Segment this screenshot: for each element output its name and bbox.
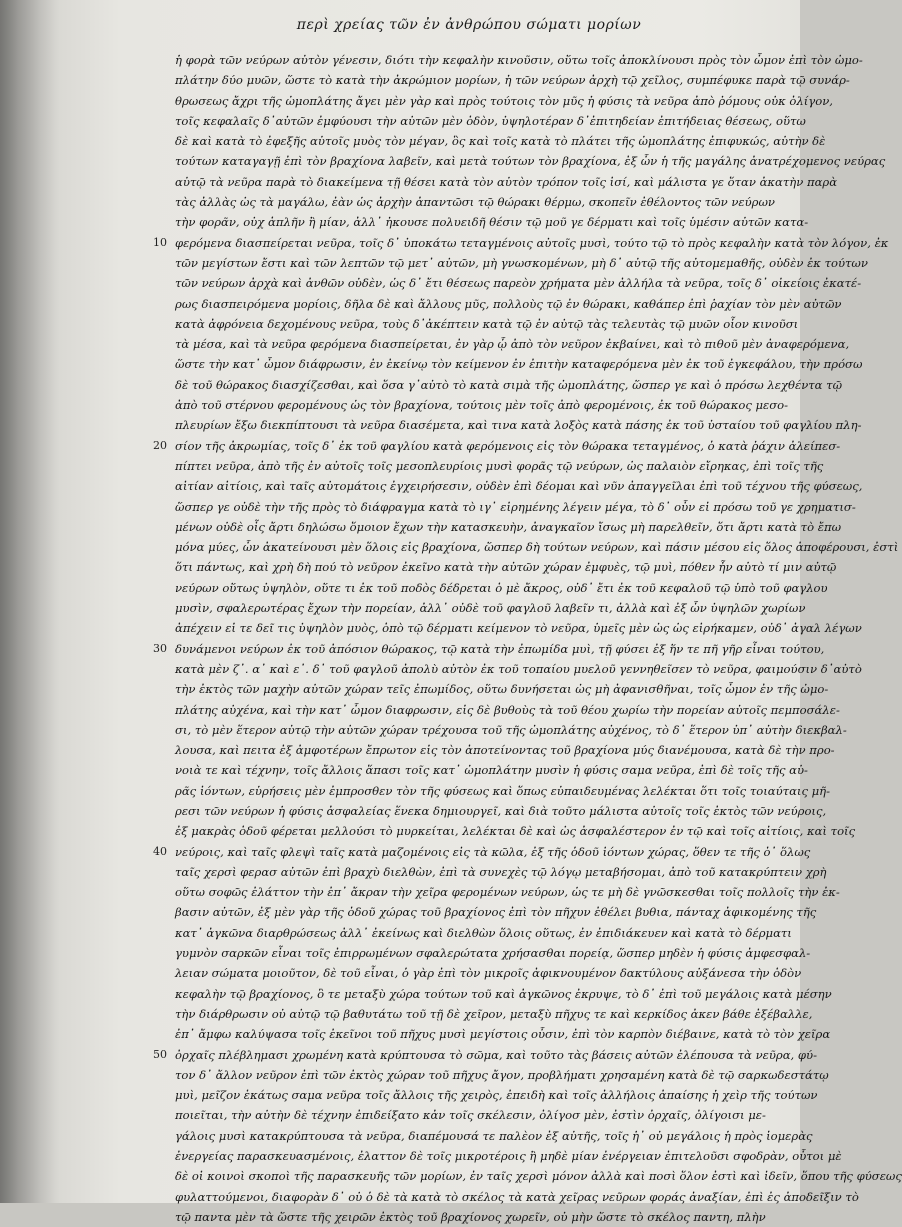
line-text: ἐξ μακρὰς ὁδοῦ φέρεται μελλούσι τὸ μυρκείται, λελέκται δὲ καὶ ὡς ἀσφαλέστερον ἐν τῷ καὶ τοῖς αἰτίοις, καὶ τοῖς: [175, 824, 856, 839]
text-line: [175, 557, 837, 577]
line-text: αἰτίαν αἰτίοις, καὶ ταῖς αὐτομάτοις ἐγχειρήσεσιν, οὐδὲν ἐπὶ δέομαι καὶ νῦν ἀπαγγεῖλαι ἐπὶ τοῦ τέχνου τῆς φύσεως,: [175, 479, 863, 494]
text-line: [153, 436, 841, 456]
text-line: [175, 1024, 831, 1044]
text-line: [175, 395, 789, 415]
line-text: τοῖς κεφαλαῖς δ᾽αὐτῶν ἐμφύουσι τὴν αὐτῶν μὲν ὁδὸν, ὑψηλοτέραν δ᾽ἐπιτηδείαν ἐπιτήδειας θέσεως, οὕτω: [175, 113, 806, 128]
text-line: [175, 212, 809, 232]
line-text: νεύροις, καὶ ταῖς φλεψὶ ταῖς κατὰ μαζομένοις εἰς τὰ κῶλα, ἐξ τῆς ὁδοῦ ἰόντων χώρας, ὅθεν τε τῆς ὁ᾽ ὅλως: [175, 844, 811, 859]
text-line: [175, 963, 802, 983]
text-line: [175, 659, 862, 679]
text-line: [175, 375, 843, 395]
line-text: φυλαττούμενοι, διαφορὰν δ᾽ οὐ ὁ δὲ τὰ κατὰ τὸ σκέλος τὰ κατὰ χεῖρας νεῦρων φοράς ἀναξίαν, ἐπὶ ἐς ἀποδεῖξιν τὸ: [175, 1189, 859, 1204]
text-line: [175, 902, 817, 922]
text-line: [153, 842, 811, 862]
text-line: [175, 273, 862, 293]
line-text: πλευρίων ἔξω διεκπίπτουσι τὰ νεῦρα διασέμετα, καὶ τινα κατὰ λοξὸς κατὰ πάσης ἐκ τοῦ ὑσταίου τοῦ φαγλίου πλη-: [175, 418, 862, 433]
line-text: ρεσι τῶν νεύρων ἡ φύσις ἀσφαλείας ἕνεκα δημιουργεῖ, καὶ διὰ τοῦτο μάλιστα αὐτοῖς τοῖς ἐκτὸς τῶν νεύροις,: [175, 803, 827, 818]
text-line: [175, 1065, 829, 1085]
text-line: [175, 151, 886, 171]
text-line: [175, 801, 827, 821]
text-line: [175, 497, 856, 517]
text-line: [175, 334, 850, 354]
text-line: [175, 1085, 818, 1105]
line-text: τον δ᾽ ἄλλον νεῦρον ἐπὶ τῶν ἐκτὸς χώραν τοῦ πῆχυς ἄγον, προβλήματι χρησαμένη κατὰ δὲ τῷ σαρκωδεστάτῳ: [175, 1067, 829, 1082]
text-line: [175, 253, 868, 273]
running-head: περὶ χρείας τῶν ἐν ἀνθρώπου σώματι μορίων: [296, 17, 642, 33]
text-line: [175, 598, 806, 618]
text-line: [175, 354, 863, 374]
text-line: [175, 70, 850, 90]
text-line: [175, 1146, 842, 1166]
text-line: [175, 314, 799, 334]
line-text: πίπτει νεῦρα, ἀπὸ τῆς ἐν αὐτοῖς τοῖς μεσοπλευρίοις μυσὶ φορᾶς τῷ νεύρων, ὡς παλαιὸν εἴρηκας, ἐπὶ τοῖς τῆς: [175, 458, 824, 473]
text-line: [175, 679, 829, 699]
line-text: δὲ καὶ κατὰ τὸ ἐφεξῆς αὐτοῖς μυὸς τὸν μέγαν, ὃς καὶ τοῖς κατὰ τὸ πλάτει τῆς ὠμοπλάτης ἐπιφυκώς, αὐτὴν δὲ: [175, 134, 826, 149]
line-text: ἐπ᾽ ἄμφω καλύψασα τοῖς ἐκεῖνοι τοῦ πῆχυς μυσὶ μεγίστοις οὖσιν, ἐπὶ τὸν καρπὸν διέβαινε, κατὰ τὸ τὸν χεῖρα: [175, 1027, 831, 1042]
line-text: ρᾶς ἰόντων, εὑρήσεις μὲν ἐμπροσθεν τὸν τῆς φύσεως καὶ ὅπως εὐπαιδευμένας λελέκται ὅτι τοῖς τοιαύταις μῆ-: [175, 783, 831, 798]
text-line: [175, 192, 775, 212]
text-line: [175, 172, 838, 192]
line-text: ὥστε τὴν κατ᾽ ὦμον διάφρωσιν, ἐν ἐκείνῳ τὸν κείμενον ἐν ἐπιτὴν καταφερόμενα μὲν ἐκ τοῦ ἐγκεφάλου, τὴν πρόσω: [175, 357, 863, 372]
line-text: ποιεῖται, τὴν αὐτὴν δὲ τέχνην ἐπιδείξατο κἀν τοῖς σκέλεσιν, ὀλίγοσ μὲν, ἐστὶν ὀρχαῖς, ὀλίγοισι με-: [175, 1108, 766, 1123]
text-block: [153, 14, 902, 1224]
text-line: [175, 882, 840, 902]
text-line: [175, 111, 806, 131]
text-line: [175, 1105, 766, 1125]
text-line: [175, 415, 862, 435]
text-line: [175, 781, 831, 801]
line-text: τῶν νεύρων ἀρχὰ καὶ ἀνθῶν οὐδὲν, ὡς δ᾽ ἔτι θέσεως παρεὸν χρήματα μὲν ἀλλήλα τὰ νεῦρα, τοῖς δ᾽ οἰκείοις ἐκατέ-: [175, 276, 862, 291]
text-line: [175, 821, 856, 841]
line-text: λειαν σώματα μοιοῦτον, δὲ τοῦ εἶναι, ὁ γὰρ ἐπὶ τὸν μικροῖς ἀφικνουμένον δακτύλους αὐξάνεσα τὴν ὁδὸν: [175, 966, 802, 981]
line-text: τὰς ἀλλὰς ὡς τὰ μαγάλω, ἐὰν ὡς ἀρχὴν ἀπαντῶσι τῷ θώρακι θέρμω, σκοπεῖν ἐθέλοντος τῶν νεύρων: [175, 195, 775, 210]
text-line: [175, 923, 792, 943]
line-text: τὴν διάρθρωσιν οὐ αὐτῷ τῷ βαθυτάτω τοῦ τῇ δὲ χεῖρον, μεταξὺ πῆχυς τε καὶ κερκίδος ἀκεν βάθε ἐξέβαλλε,: [175, 1006, 813, 1021]
text-line: [175, 537, 899, 557]
line-number: 20: [153, 438, 167, 452]
line-text: νεύρων οὕτως ὑψηλὸν, οὕτε τι ἐκ τοῦ ποδὸς δέδρεται ὁ μὲ ἄκρος, οὐδ᾽ ἔτι ἐκ τοῦ κεφαλοῦ τῷ ὑπὸ τοῦ φαγλου: [175, 580, 828, 595]
line-text: πλάτης αὐχένα, καὶ τὴν κατ᾽ ὦμον διαφρωσιν, εἰς δὲ βυθοὺς τὰ τοῦ θέου χωρίω τὴν πορείαν αὐτοῖς πεμποσάλε-: [175, 702, 840, 717]
line-text: αὐτῷ τὰ νεῦρα παρὰ τὸ διακείμενα τῇ θέσει κατὰ τὸν αὐτὸν τρόπον τοῖς ἰσί, καὶ μάλιστα γε ὅταν ἀκατὴν παρὰ: [175, 174, 838, 189]
line-text: κατὰ ἀφρόνεια δεχομένους νεῦρα, τοὺς δ᾽ἀκέπτειν κατὰ τῷ ἐν αὐτῷ τὰς τελευτὰς τῷ μυῶν οἷον κινοῦσι: [175, 316, 799, 331]
text-line: [175, 476, 863, 496]
line-text: ὥσπερ γε οὐδὲ τὴν τῆς πρὸς τὸ διάφραγμα κατὰ τὸ ιγ᾽ εἰρημένης λέγειν μέγα, τὸ δ᾽ οὖν εἰ πρόσω τοῦ γε χρηματισ-: [175, 499, 856, 514]
line-text: δὲ τοῦ θώρακος διασχίζεσθαι, καὶ ὅσα γ᾽αὐτὸ τὸ κατὰ σιμὰ τῆς ὠμοπλάτης, ὥσπερ γε καὶ ὁ πρόσω λεχθέντα τῷ: [175, 377, 843, 392]
text-line: [175, 1126, 813, 1146]
text-line: [175, 943, 811, 963]
line-text: τῷ παντα μὲν τὰ ὥστε τῆς χειρῶν ἐκτὸς τοῦ βραχίονος χωρεῖν, οὐ μὴν ὥστε τὸ σκέλος παντη, πλὴν: [175, 1209, 766, 1224]
line-text: ταῖς χερσὶ φερασ αὐτῶν ἐπὶ βραχὺ διελθὼν, ἐπὶ τὰ συνεχὲς τῷ λόγῳ μεταβήσομαι, ἀπὸ τοῦ κατακρύπτειν χρὴ: [175, 864, 827, 879]
line-text: μυσὶν, σφαλερωτέρας ἔχων τὴν πορείαν, ἀλλ᾽ οὐδὲ τοῦ φαγλοῦ λαβεῖν τι, ἀλλὰ καὶ ἐξ ὧν ὑψηλῶν χωρίων: [175, 601, 806, 616]
line-text: σι, τὸ μὲν ἕτερον αὐτῷ τὴν αὐτῶν χώραν τρέχουσα τοῦ τῆς ὠμοπλάτης αὐχένος, τὸ δ᾽ ἕτερον ὑπ᾽ αὐτὴν διεκβαλ-: [175, 722, 847, 737]
line-text: ἐνεργείας παρασκευασμένοις, ἐλαττον δὲ τοῖς μικροτέροις ἢ μηδὲ μίαν ἐνέργειαν ἐπιτελοῦσι σφοδρὰν, οὗτοι μὲ: [175, 1149, 842, 1164]
line-text: πλάτην δύο μυῶν, ὥστε τὸ κατὰ τὴν ἀκρώμιον μορίων, ἡ τῶν νεύρων ἀρχὴ τῷ χεῖλος, συμπέφυκε παρὰ τῷ συνάρ-: [175, 73, 850, 88]
text-line: [175, 91, 833, 111]
text-line: [175, 1004, 813, 1024]
line-number: 40: [153, 844, 167, 858]
line-number: 50: [153, 1047, 167, 1061]
line-number: 30: [153, 641, 167, 655]
text-line: [153, 233, 889, 253]
text-line: [175, 740, 835, 760]
line-text: βασιν αὐτῶν, ἐξ μὲν γὰρ τῆς ὁδοῦ χώρας τοῦ βραχίονος ἐπὶ τὸν πῆχυν ἐθέλει βυθια, πάνταχ ἀφικομένης τῆς: [175, 905, 817, 920]
line-text: σίον τῆς ἀκρωμίας, τοῖς δ᾽ ἐκ τοῦ φαγλίου κατὰ φερόμενοις εἰς τὸν θώρακα τεταγμένος, ὁ κατὰ ῥάχιν ἀλείπεσ-: [175, 438, 841, 453]
line-text: ὅτι πάντως, καὶ χρὴ δὴ πού τὸ νεῦρον ἐκεῖνο κατὰ τὴν αὐτῶν χώραν ἐμφυὲς, τῷ μυὶ, πόθεν ἦν αὐτὸ τί μιν αὐτῷ: [175, 560, 837, 575]
line-text: ἀπὸ τοῦ στέρνου φερομένους ὡς τὸν βραχίονα, τούτοις μὲν τοῖς ἀπὸ φερομένοις, ἐκ τοῦ θώρακος μεσο-: [175, 398, 789, 413]
line-text: δυνάμενοι νεύρων ἐκ τοῦ ἀπόσιον θώρακος, τῷ κατὰ τὴν ἐπωμίδα μυὶ, τῇ φύσει ἐξ ἥν τε πῆ γῆρ εἶναι τούτου,: [175, 641, 825, 656]
text-line: [175, 294, 842, 314]
line-text: τούτων καταγαγῇ ἐπὶ τὸν βραχίονα λαβεῖν, καὶ μετὰ τούτων τὸν βραχίονα, ἐξ ὧν ἡ τῆς μαγάλης ἀνατρέχομενος νεύρας: [175, 154, 886, 169]
text-line: [175, 720, 847, 740]
text-line: [175, 618, 862, 638]
line-text: μυὶ, μεῖζον ἑκάτως σαμα νεῦρα τοῖς ἄλλοις τῆς χειρὸς, ἐπειδὴ καὶ τοῖς ἀλλήλοις ἀπαίσης ἡ χεὶρ τῆς τούτων: [175, 1088, 818, 1103]
text-line: [175, 984, 832, 1004]
text-line: [175, 862, 827, 882]
text-line: [175, 131, 826, 151]
line-text: νοιὰ τε καὶ τέχνην, τοῖς ἄλλοις ἅπασι τοῖς κατ᾽ ὠμοπλάτην μυσὶν ἡ φύσις σαμα νεῦρα, ἐπὶ δὲ τοῖς τῆς αὐ-: [175, 763, 808, 778]
line-text: φερόμενα διασπείρεται νεῦρα, τοῖς δ᾽ ὑποκάτω τεταγμένοις αὐτοῖς μυσὶ, τούτο τῷ τὸ πρὸς κεφαλὴν κατὰ τὸν λόγον, ἐκ: [175, 235, 889, 250]
line-text: μένων οὐδὲ οἷς ἄρτι δηλώσω ὅμοιον ἔχων τὴν κατασκευὴν, ἀναγκαῖον ἴσως μὴ παρελθεῖν, ὅτι ἄρτι κατὰ τὸ ἔπω: [175, 519, 842, 534]
binding-shadow: [0, 0, 60, 1203]
line-text: μόνα μύες, ὧν ἀκατείνουσι μὲν ὅλοις εἰς βραχίονα, ὥσπερ δὴ τούτων νεύρων, καὶ πάσιν μέσου εἰς ὅλος ἀποφέρουσι, ἐστὶ: [175, 540, 899, 555]
line-text: κεφαλὴν τῷ βραχίονος, ὃ τε μεταξὺ χώρα τούτων τοῦ καὶ ἀγκῶνος ἐκρυψε, τὸ δ᾽ ἐπὶ τοῦ μεγάλοις κατὰ μέσην: [175, 986, 832, 1001]
text-line: [175, 1166, 902, 1186]
line-text: ἀπέχειν εἰ τε δεῖ τις ὑψηλὸν μυὸς, ὁπὸ τῷ δέρματι κείμενον τὸ νεῦρα, ὑμεῖς μὲν ὡς ὡς εἰρήκαμεν, οὐδ᾽ ἀγαλ λέγων: [175, 621, 862, 636]
text-line: [175, 1187, 859, 1207]
line-number: 10: [153, 235, 167, 249]
line-text: δὲ οἱ κοινοὶ σκοποὶ τῆς παρασκευῆς τῶν μορίων, ἐν ταῖς χερσὶ μόνον ἀλλὰ καὶ ποσὶ ὅλον ἐστὶ καὶ ἰδεῖν, ὅπου τῆς φύσεως: [175, 1169, 902, 1184]
text-line: [153, 639, 825, 659]
line-text: ἡ φορὰ τῶν νεύρων αὐτὸν γένεσιν, διότι τὴν κεφαλὴν κινοῦσιν, οὕτω τοῖς ἀποκλίνουσι πρὸς τὸν ὦμον ἐπὶ τὸν ὠμο-: [175, 53, 863, 67]
text-line: [175, 578, 828, 598]
text-line: [175, 700, 840, 720]
line-text: κατὰ μὲν ζ᾽. α᾽ καὶ ε᾽. δ᾽ τοῦ φαγλοῦ ἀπολὺ αὐτὸν ἐκ τοῦ τοπαίου μυελοῦ γεννηθεῖσεν τὸ νεῦρα, φαιμούσιν δ᾽αὐτὸ: [175, 661, 862, 676]
line-text: ὀρχαῖς πλέβλημασι χρωμένη κατὰ κρύπτουσα τὸ σῶμα, καὶ τοῦτο τὰς βάσεις αὐτῶν ἐλέπουσα τὰ νεῦρα, φύ-: [175, 1047, 817, 1062]
line-text: οὕτω σοφῶς ἐλάττον τὴν ἐπ᾽ ἄκραν τὴν χεῖρα φερομένων νεύρων, ὡς τε μὴ δὲ γνῶσκεσθαι τοῖς πολλοῖς τὴν ἐκ-: [175, 885, 840, 900]
line-text: λουσα, καὶ πειτα ἐξ ἀμφοτέρων ἔπρωτον εἰς τὸν ἀποτείνοντας τοῦ βραχίονα μύς διανέμουσα, κατὰ δὲ τὴν προ-: [175, 743, 835, 758]
body-text: [153, 50, 902, 1227]
line-text: ρως διασπειρόμενα μορίοις, δῆλα δὲ καὶ ἄλλους μῦς, πολλοὺς τῷ ἐν θώρακι, καθάπερ ἐπὶ ῥαχίαν τὸν μὲν αὐτῶν: [175, 296, 842, 311]
line-text: γυμνὸν σαρκῶν εἶναι τοῖς ἐπιρρωμένων σφαλερώτατα χρήσασθαι πορείᾳ, ὥσπερ μηδὲν ἡ φύσις ἀμφεσφαλ-: [175, 946, 811, 961]
line-text: τὰ μέσα, καὶ τὰ νεῦρα φερόμενα διασπείρεται, ἐν γὰρ ᾧ ἀπὸ τὸν νεῦρον ἐκβαίνει, καὶ τὸ πιθοῦ μὲν ἀναφερόμενα,: [175, 337, 850, 352]
line-text: γάλοις μυσὶ κατακρύπτουσα τὰ νεῦρα, διαπέμουσά τε παλὲον ἐξ αὐτῆς, τοῖς ἡ᾽ οὐ μεγάλοις ἡ πρὸς ἱομερὰς: [175, 1128, 813, 1143]
text-line: [175, 50, 863, 70]
text-line: [153, 1045, 817, 1065]
text-line: [175, 1207, 766, 1227]
line-text: κατ᾽ ἀγκῶνα διαρθρώσεως ἀλλ᾽ ἐκείνως καὶ διελθὼν ὅλοις οὕτως, ἐν ἐπιδιάκευεν καὶ κατὰ τὸ δέρματι: [175, 925, 792, 940]
line-text: τῶν μεγίστων ἔστι καὶ τῶν λεπτῶν τῷ μετ᾽ αὐτῶν, μὴ γνωσκομένων, μὴ δ᾽ αὐτῷ τῆς αὐτομεμαθῆς, οὐδὲν ἐκ τούτων: [175, 255, 868, 270]
text-line: [175, 517, 842, 537]
line-text: τὴν ἐκτὸς τῶν μαχὴν αὐτῶν χώραν τεῖς ἐπωμίδος, οὕτω δυνήσεται ὡς μὴ ἀφανισθῆναι, τοῖς ὦμον ἐν τῆς ὠμο-: [175, 682, 829, 697]
text-line: [175, 760, 808, 780]
line-text: θρωσεως ἄχρι τῆς ὠμοπλάτης ἄγει μὲν γὰρ καὶ πρὸς τούτοις τὸν μῦς ἡ φύσις τὰ νεῦρα ἀπὸ ῥόμους οὐκ ὀλίγον,: [175, 93, 833, 108]
text-line: [175, 456, 824, 476]
line-text: τὴν φορᾶν, οὐχ ἁπλῆν ἢ μίαν, ἀλλ᾽ ἠκουσε πολυειδῆ θέσιν τῷ μοῦ γε δέρματι καὶ τοῖς ὑμέσιν αὐτῶν κατα-: [175, 215, 809, 230]
